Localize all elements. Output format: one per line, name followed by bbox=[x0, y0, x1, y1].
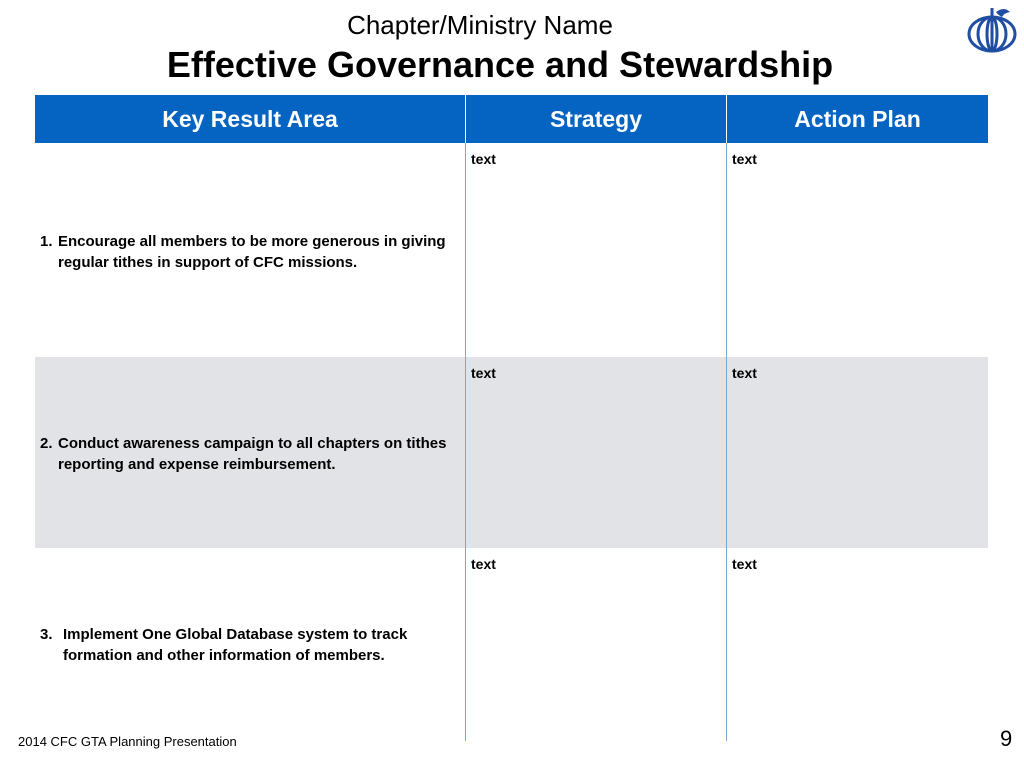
strategy-cell: text bbox=[471, 365, 496, 381]
key-result-area-text: Implement One Global Database system to track formation and other information of members. bbox=[63, 626, 408, 664]
table-row bbox=[35, 548, 988, 741]
page-title: Effective Governance and Stewardship bbox=[166, 44, 834, 85]
key-result-area-cell bbox=[40, 433, 460, 475]
footer-label: 2014 CFC GTA Planning Presentation bbox=[18, 734, 237, 749]
plan-table bbox=[35, 95, 988, 741]
row-number: 3. bbox=[40, 626, 53, 643]
column-header-key-result-area: Key Result Area bbox=[35, 95, 465, 143]
column-header-action-plan: Action Plan bbox=[727, 95, 988, 143]
row-number: 2. bbox=[40, 435, 53, 452]
action-plan-cell: text bbox=[732, 365, 757, 381]
table-row bbox=[35, 357, 988, 548]
key-result-area-text: Encourage all members to be more generous in giving regular tithes in support of CFC missions. bbox=[58, 233, 446, 271]
row-number: 1. bbox=[40, 233, 53, 250]
key-result-area-cell bbox=[40, 231, 460, 273]
page-number: 9 bbox=[1000, 726, 1013, 751]
action-plan-cell: text bbox=[732, 151, 757, 167]
table-row bbox=[35, 143, 988, 357]
cfc-logo-icon bbox=[966, 4, 1020, 56]
key-result-area-cell bbox=[40, 624, 460, 666]
strategy-cell: text bbox=[471, 151, 496, 167]
action-plan-cell: text bbox=[732, 556, 757, 572]
strategy-cell: text bbox=[471, 556, 496, 572]
page-subtitle: Chapter/Ministry Name bbox=[347, 10, 613, 40]
key-result-area-text: Conduct awareness campaign to all chapters on tithes reporting and expense reimbursement. bbox=[58, 435, 447, 473]
column-header-strategy: Strategy bbox=[466, 95, 726, 143]
column-divider bbox=[465, 143, 466, 741]
column-divider bbox=[726, 143, 727, 741]
